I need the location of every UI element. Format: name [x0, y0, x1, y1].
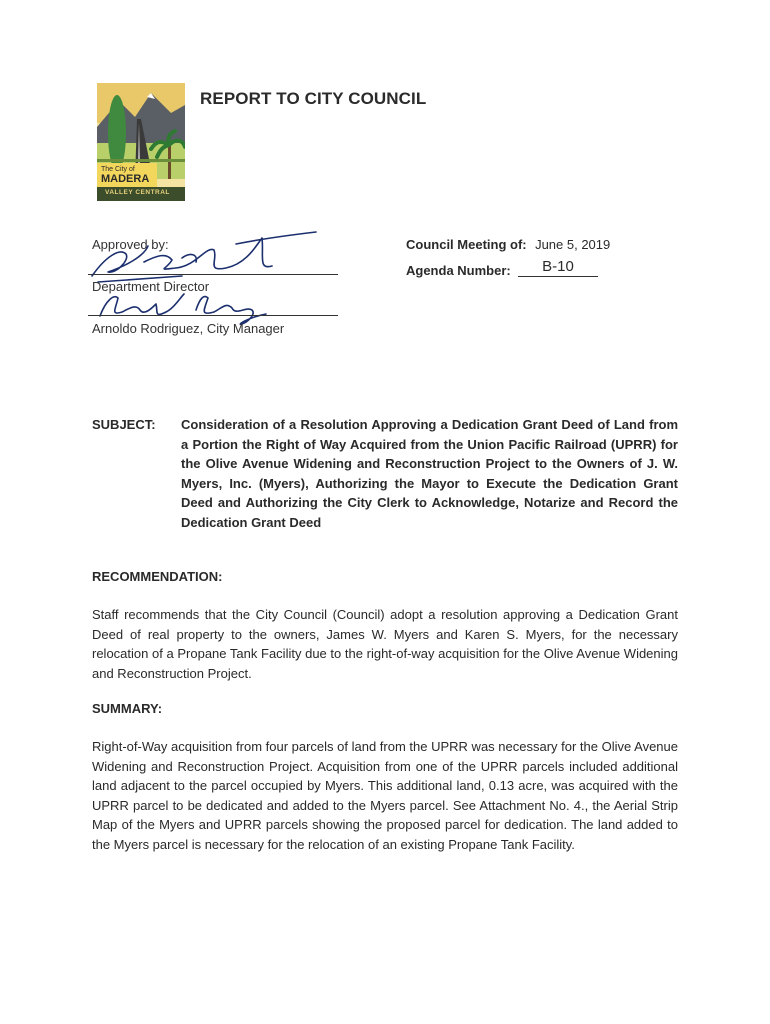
- summary-heading: SUMMARY:: [92, 701, 163, 716]
- recommendation-text: Staff recommends that the City Council (Council) adopt a resolution approving a Dedication Grant Deed of real property to the owners, James W. Myers and Karen S. Myers, for the necessary relocation of a Propane Tank Facility due to the right-of-way acquisition for the Olive Avenue Widening and Reconstruction Project.: [92, 607, 678, 681]
- department-director-title: Department Director: [92, 279, 210, 294]
- council-meeting-row: [406, 236, 610, 254]
- agenda-number-label: Agenda Number:: [406, 263, 511, 278]
- agenda-number-value: B-10: [542, 258, 574, 275]
- council-meeting-label: Council Meeting of:: [406, 237, 527, 252]
- logo-text-city-of: The City of: [101, 166, 135, 173]
- recommendation-heading: RECOMMENDATION:: [92, 569, 223, 584]
- city-manager-name: Arnoldo Rodriguez, City Manager: [92, 321, 285, 336]
- council-meeting-date: June 5, 2019: [535, 237, 611, 252]
- subject-label: SUBJECT:: [92, 417, 156, 432]
- logo-text-valley-central: VALLEY CENTRAL: [105, 189, 170, 196]
- agenda-number-row: [406, 262, 511, 280]
- city-of-madera-logo: [97, 83, 185, 201]
- manager-signature-line: [88, 315, 338, 316]
- subject-text: Consideration of a Resolution Approving a Dedication Grant Deed of Land from a Portion the Right of Way Acquired from the Union Pacific Railroad (UPRR) for the Olive Avenue Widening and Reconstruction Project to the Owners of J. W. Myers, Inc. (Myers), Authorizing the Mayor to Execute the Dedication Grant Deed and Authorizing the City Clerk to Acknowledge, Notarize and Record the Dedication Grant Deed: [181, 417, 678, 530]
- page-title: REPORT TO CITY COUNCIL: [200, 89, 427, 108]
- summary-text: Right-of-Way acquisition from four parcels of land from the UPRR was necessary for the Olive Avenue Widening and Reconstruction Project. Acquisition from one of the UPRR parcels included additional land adjacent to the parcel occupied by Myers. This additional land, 0.13 acre, was acquired with the UPRR parcel to be dedicated and added to the Myers parcel. See Attachment No. 4., the Aerial Strip Map of the Myers and UPRR parcels showing the proposed parcel for dedication. The land added to the Myers parcel is necessary for the relocation of an existing Propane Tank Facility.: [92, 739, 678, 852]
- agenda-number-line: [518, 276, 598, 277]
- director-signature-line: [88, 274, 338, 275]
- logo-text-madera: MADERA: [101, 173, 150, 185]
- approved-by-label: Approved by:: [92, 237, 169, 252]
